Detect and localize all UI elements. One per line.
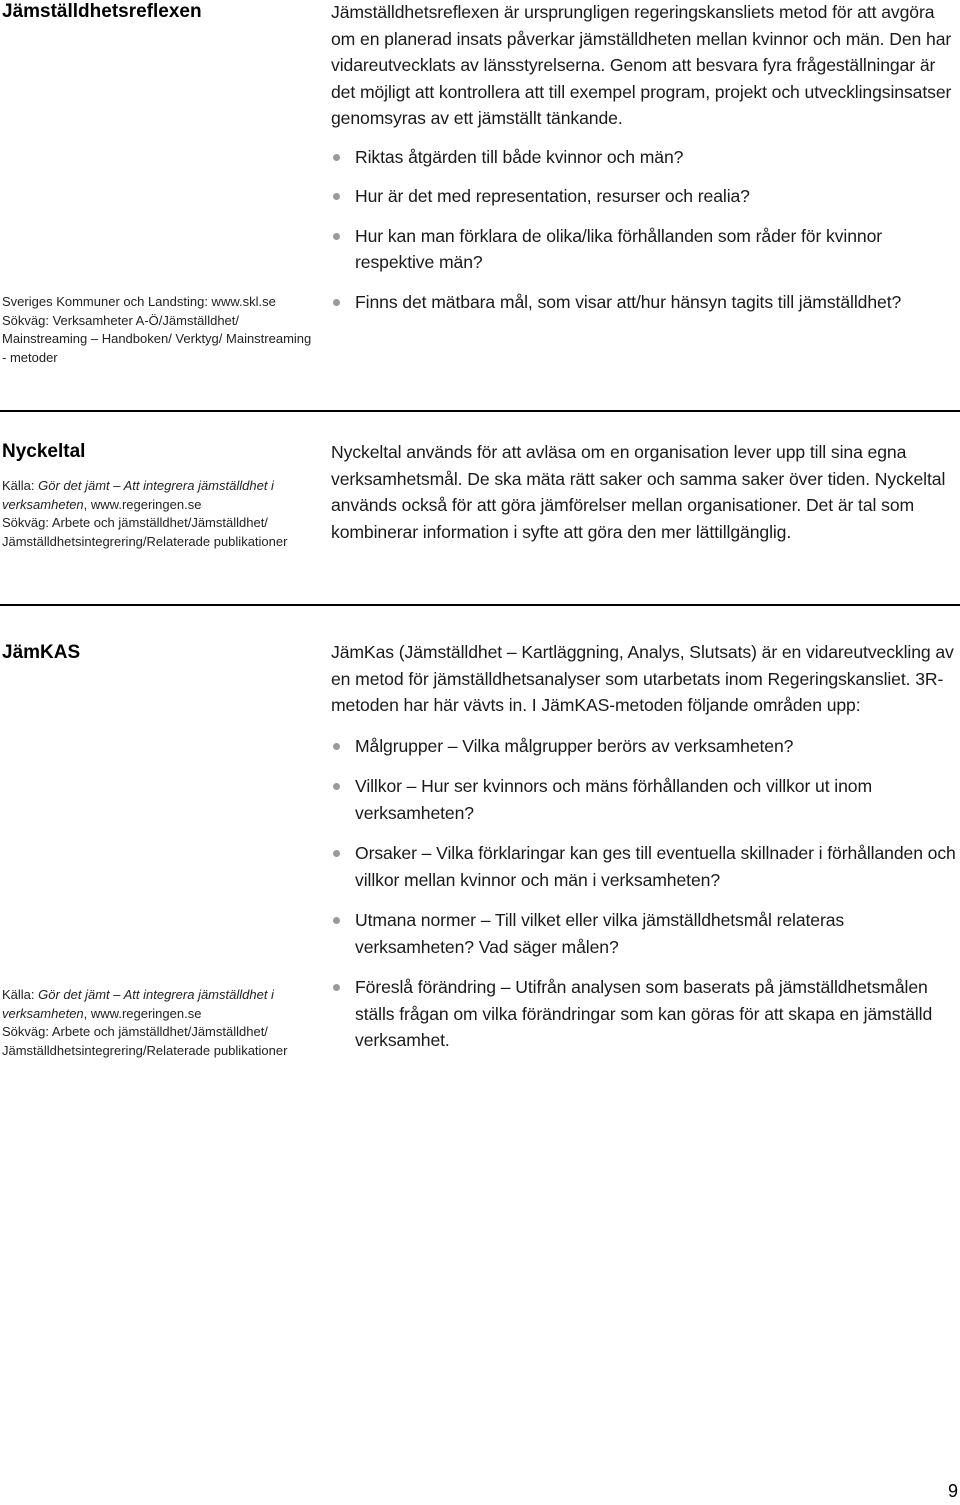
- source-prefix: Källa:: [2, 478, 39, 493]
- list-item-text: Hur är det med representation, resurser och realia?: [355, 186, 750, 206]
- bullet-list: [331, 733, 956, 1054]
- list-item-text: Hur kan man förklara de olika/lika förhållanden som råder för kvinnor respektive män?: [355, 225, 883, 272]
- list-item-text: Målgrupper – Vilka målgrupper berörs av verksamheten?: [355, 735, 794, 756]
- list-item-text: Finns det mätbara mål, som visar att/hur hänsyn tagits till jämställdhet?: [355, 291, 902, 312]
- list-item-text: Föreslå förändring – Utifrån analysen som baserats på jämställdhetsmålen ställs frågan om vilka förändringar som kan göras för att skapa en jämställd verksamhet.: [355, 977, 933, 1050]
- source-path: Sökväg: Arbete och jämställdhet/Jämställdhet/ Jämställdhetsintegrering/Relaterade publikationer: [2, 515, 288, 549]
- section-heading: JämKAS: [2, 642, 81, 663]
- bullet-icon: [333, 299, 340, 306]
- section-divider: [0, 410, 960, 412]
- bullet-icon: [333, 233, 340, 240]
- source-note: [2, 293, 312, 367]
- list-item: [331, 183, 956, 210]
- section-body: Nyckeltal används för att avläsa om en organisation lever upp till sina egna verksamhetsmål. De ska mäta rätt saker och samma saker över tiden. Nyckeltal används också för att göra jämförelser mellan organisationer. Det är tal som kombinerar information i syfte att göra den mer lättillgänglig.: [331, 442, 946, 542]
- section-content: [331, 439, 956, 545]
- bullet-icon: [333, 783, 340, 790]
- list-item-text: Utmana normer – Till vilket eller vilka jämställdhetsmål relateras verksamheten? Vad säger målen?: [355, 910, 845, 957]
- source-note: [2, 986, 312, 1060]
- bullet-icon: [333, 917, 340, 924]
- list-item: [331, 733, 956, 760]
- source-prefix: Källa:: [2, 987, 39, 1002]
- list-item: [331, 773, 956, 826]
- section-heading: Nyckeltal: [2, 441, 86, 462]
- bullet-list: [331, 144, 956, 316]
- bullet-icon: [333, 743, 340, 750]
- list-item: [331, 289, 956, 316]
- list-item-text: Orsaker – Vilka förklaringar kan ges till eventuella skillnader i förhållanden och villkor mellan kvinnor och män i verksamheten?: [355, 843, 956, 890]
- source-citation: [2, 986, 312, 1023]
- list-item: [331, 974, 956, 1054]
- section-body: JämKas (Jämställdhet – Kartläggning, Analys, Slutsats) är en vidareutveckling av en metod för jämställdhetsanalyser som utarbetats inom Regeringskansliet. 3R-metoden har här vävts in. I JämKAS-metoden följande områden upp:: [331, 642, 954, 715]
- source-note: [2, 477, 312, 551]
- section-divider: [0, 604, 960, 606]
- list-item-text: Villkor – Hur ser kvinnors och mäns förhållanden och villkor ut inom verksamheten?: [355, 776, 873, 823]
- list-item-text: Riktas åtgärden till både kvinnor och män?: [355, 146, 684, 167]
- section-content: [331, 0, 956, 315]
- section-heading: Jämställdhetsreflexen: [2, 1, 202, 22]
- section-content: [331, 639, 956, 1054]
- list-item: [331, 144, 956, 171]
- bullet-icon: [333, 193, 340, 200]
- source-url: , www.regeringen.se: [83, 1005, 202, 1021]
- bullet-icon: [333, 984, 340, 991]
- bullet-icon: [333, 154, 340, 161]
- source-citation: [2, 477, 312, 514]
- source-site: Sveriges Kommuner och Landsting: www.skl.se: [2, 294, 276, 309]
- source-path: Sökväg: Arbete och jämställdhet/Jämställdhet/ Jämställdhetsintegrering/Relaterade publikationer: [2, 1024, 288, 1058]
- page-number: 9: [947, 1481, 958, 1501]
- source-path: Sökväg: Verksamheter A-Ö/Jämställdhet/ Mainstreaming – Handboken/ Verktyg/ Mainstreaming - metoder: [2, 312, 312, 365]
- section-body: Jämställdhetsreflexen är ursprungligen regeringskansliets metod för att avgöra om en planerad insats påverkar jämställdheten mellan kvinnor och män. Den har vidareutvecklats av länsstyrelserna. Genom att besvara fyra frågeställningar är det möjligt att kontrollera att till exempel program, projekt och utvecklingsinsatser genomsyras av ett jämställt tänkande.: [331, 2, 952, 128]
- list-item: [331, 840, 956, 893]
- source-title: Gör det jämt – Att integrera jämställdhet i verksamheten: [2, 478, 274, 512]
- source-url: , www.regeringen.se: [83, 496, 202, 512]
- source-title: Gör det jämt – Att integrera jämställdhet i verksamheten: [2, 987, 274, 1021]
- bullet-icon: [333, 850, 340, 857]
- list-item: [331, 907, 956, 960]
- list-item: [331, 223, 956, 276]
